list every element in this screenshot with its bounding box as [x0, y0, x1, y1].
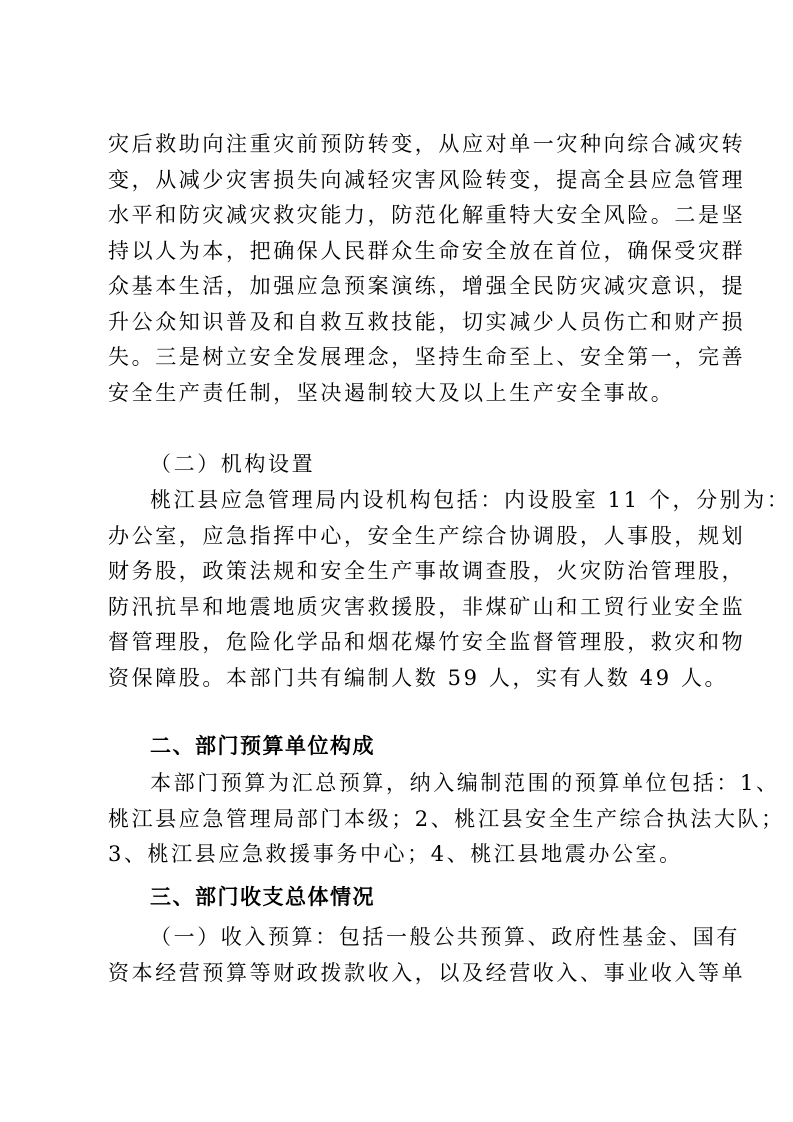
text-line: 安全生产责任制，坚决遏制较大及以上生产安全事故。: [108, 380, 675, 405]
text-line: 灾后救助向注重灾前预防转变，从应对单一灾种向综合减灾转: [108, 132, 746, 156]
text-line: （一）收入预算：包括一般公共预算、政府性基金、国有: [150, 925, 740, 949]
text-line: 升公众知识普及和自救互救技能，切实减少人员伤亡和财产损: [108, 309, 746, 334]
text-line: 财务股，政策法规和安全生产事故调查股，火灾防治管理股，: [108, 559, 746, 583]
text-line: 桃江县应急管理局部门本级；2、桃江县安全生产综合执法大队；: [108, 806, 785, 831]
heading-overall: [108, 880, 694, 916]
text-line: 资本经营预算等财政拨款收入，以及经营收入、事业收入等单: [108, 960, 746, 985]
text-line: 督管理股，危险化学品和烟花爆竹安全监督管理股，救灾和物: [108, 630, 746, 654]
subheading-org-structure: [108, 447, 694, 483]
text-line: 本部门预算为汇总预算，纳入编制范围的预算单位包括：1、: [150, 771, 780, 795]
paragraph-budget-units: [108, 766, 785, 873]
heading-text: 三、部门收支总体情况: [150, 885, 375, 909]
text-line: 失。三是树立安全发展理念，坚持生命至上、安全第一，完善: [108, 345, 746, 369]
text-line: 3、桃江县应急救援事务中心；4、桃江县地震办公室。: [108, 842, 683, 866]
text-line: 防汛抗旱和地震地质灾害救援股，非煤矿山和工贸行业安全监: [108, 594, 746, 619]
text-line: 桃江县应急管理局内设机构包括：内设股室 11 个，分别为：: [150, 488, 791, 512]
heading-text: 二、部门预算单位构成: [150, 734, 375, 758]
paragraph-disaster-policy: [108, 127, 746, 411]
text-line: 持以人为本，把确保人民群众生命安全放在首位，确保受灾群: [108, 238, 746, 263]
text-line: 办公室，应急指挥中心，安全生产综合协调股，人事股，规划: [108, 523, 746, 548]
subheading-text: （二）机构设置: [150, 452, 316, 476]
paragraph-org-structure: [108, 483, 791, 696]
heading-budget-units: [108, 729, 694, 765]
text-line: 众基本生活，加强应急预案演练，增强全民防灾减灾意识，提: [108, 274, 746, 298]
text-line: 变，从减少灾害损失向减轻灾害风险转变，提高全县应急管理: [108, 167, 746, 192]
text-line: 水平和防灾减灾救灾能力，防范化解重特大安全风险。二是坚: [108, 203, 746, 227]
text-line: 资保障股。本部门共有编制人数 59 人，实有人数 49 人。: [108, 665, 729, 690]
paragraph-income-budget: [108, 920, 746, 991]
